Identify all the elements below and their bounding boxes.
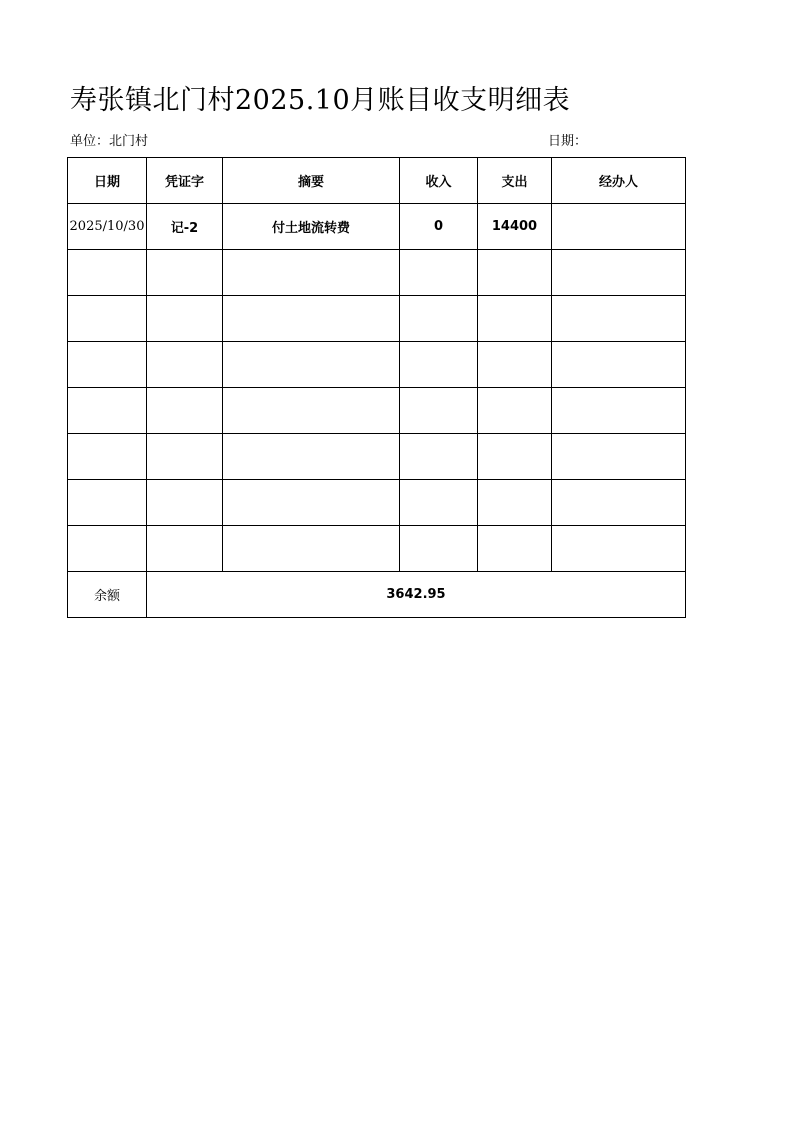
- header-expense: 支出: [478, 158, 552, 204]
- empty-cell: [147, 342, 223, 388]
- empty-row: [68, 480, 686, 526]
- header-income: 收入: [400, 158, 478, 204]
- balance-value: 3642.95: [147, 572, 686, 618]
- empty-cell: [68, 296, 147, 342]
- empty-cell: [68, 526, 147, 572]
- empty-cell: [552, 526, 686, 572]
- empty-cell: [68, 250, 147, 296]
- empty-cell: [68, 342, 147, 388]
- empty-cell: [552, 250, 686, 296]
- header-voucher: 凭证字: [147, 158, 223, 204]
- cell-summary: 付土地流转费: [223, 204, 400, 250]
- empty-row: [68, 526, 686, 572]
- cell-voucher: 记-2: [147, 204, 223, 250]
- empty-cell: [223, 296, 400, 342]
- empty-cell: [400, 250, 478, 296]
- empty-cell: [147, 296, 223, 342]
- empty-cell: [552, 388, 686, 434]
- empty-cell: [223, 250, 400, 296]
- empty-cell: [68, 434, 147, 480]
- empty-cell: [478, 388, 552, 434]
- cell-handler: [552, 204, 686, 250]
- empty-cell: [478, 526, 552, 572]
- empty-cell: [147, 480, 223, 526]
- empty-cell: [552, 434, 686, 480]
- unit-label: 单位：北门村: [70, 134, 149, 149]
- header-date: 日期: [68, 158, 147, 204]
- empty-cell: [223, 526, 400, 572]
- empty-cell: [400, 388, 478, 434]
- empty-cell: [223, 342, 400, 388]
- empty-cell: [68, 388, 147, 434]
- balance-row: [68, 572, 686, 618]
- empty-cell: [147, 434, 223, 480]
- empty-cell: [552, 342, 686, 388]
- empty-cell: [400, 342, 478, 388]
- empty-row: [68, 342, 686, 388]
- empty-row: [68, 296, 686, 342]
- empty-cell: [552, 296, 686, 342]
- empty-row: [68, 250, 686, 296]
- date-label: 日期：: [548, 134, 588, 149]
- empty-row: [68, 434, 686, 480]
- empty-cell: [68, 480, 147, 526]
- empty-cell: [400, 296, 478, 342]
- empty-cell: [223, 434, 400, 480]
- header-summary: 摘要: [223, 158, 400, 204]
- empty-cell: [147, 526, 223, 572]
- empty-cell: [478, 250, 552, 296]
- page-title: 寿张镇北门村2025.10月账目收支明细表: [70, 85, 571, 116]
- cell-date: 2025/10/30: [68, 204, 147, 250]
- ledger-table: [67, 157, 686, 618]
- header-handler: 经办人: [552, 158, 686, 204]
- empty-cell: [478, 342, 552, 388]
- empty-row: [68, 388, 686, 434]
- empty-cell: [552, 480, 686, 526]
- empty-cell: [223, 388, 400, 434]
- empty-cell: [400, 480, 478, 526]
- empty-cell: [478, 296, 552, 342]
- empty-cell: [400, 434, 478, 480]
- empty-cell: [400, 526, 478, 572]
- empty-cell: [147, 388, 223, 434]
- balance-label: 余额: [68, 572, 147, 618]
- cell-income: 0: [400, 204, 478, 250]
- empty-cell: [478, 434, 552, 480]
- empty-cell: [223, 480, 400, 526]
- header-row: [68, 158, 686, 204]
- empty-cell: [478, 480, 552, 526]
- cell-expense: 14400: [478, 204, 552, 250]
- table-row: [68, 204, 686, 250]
- empty-cell: [147, 250, 223, 296]
